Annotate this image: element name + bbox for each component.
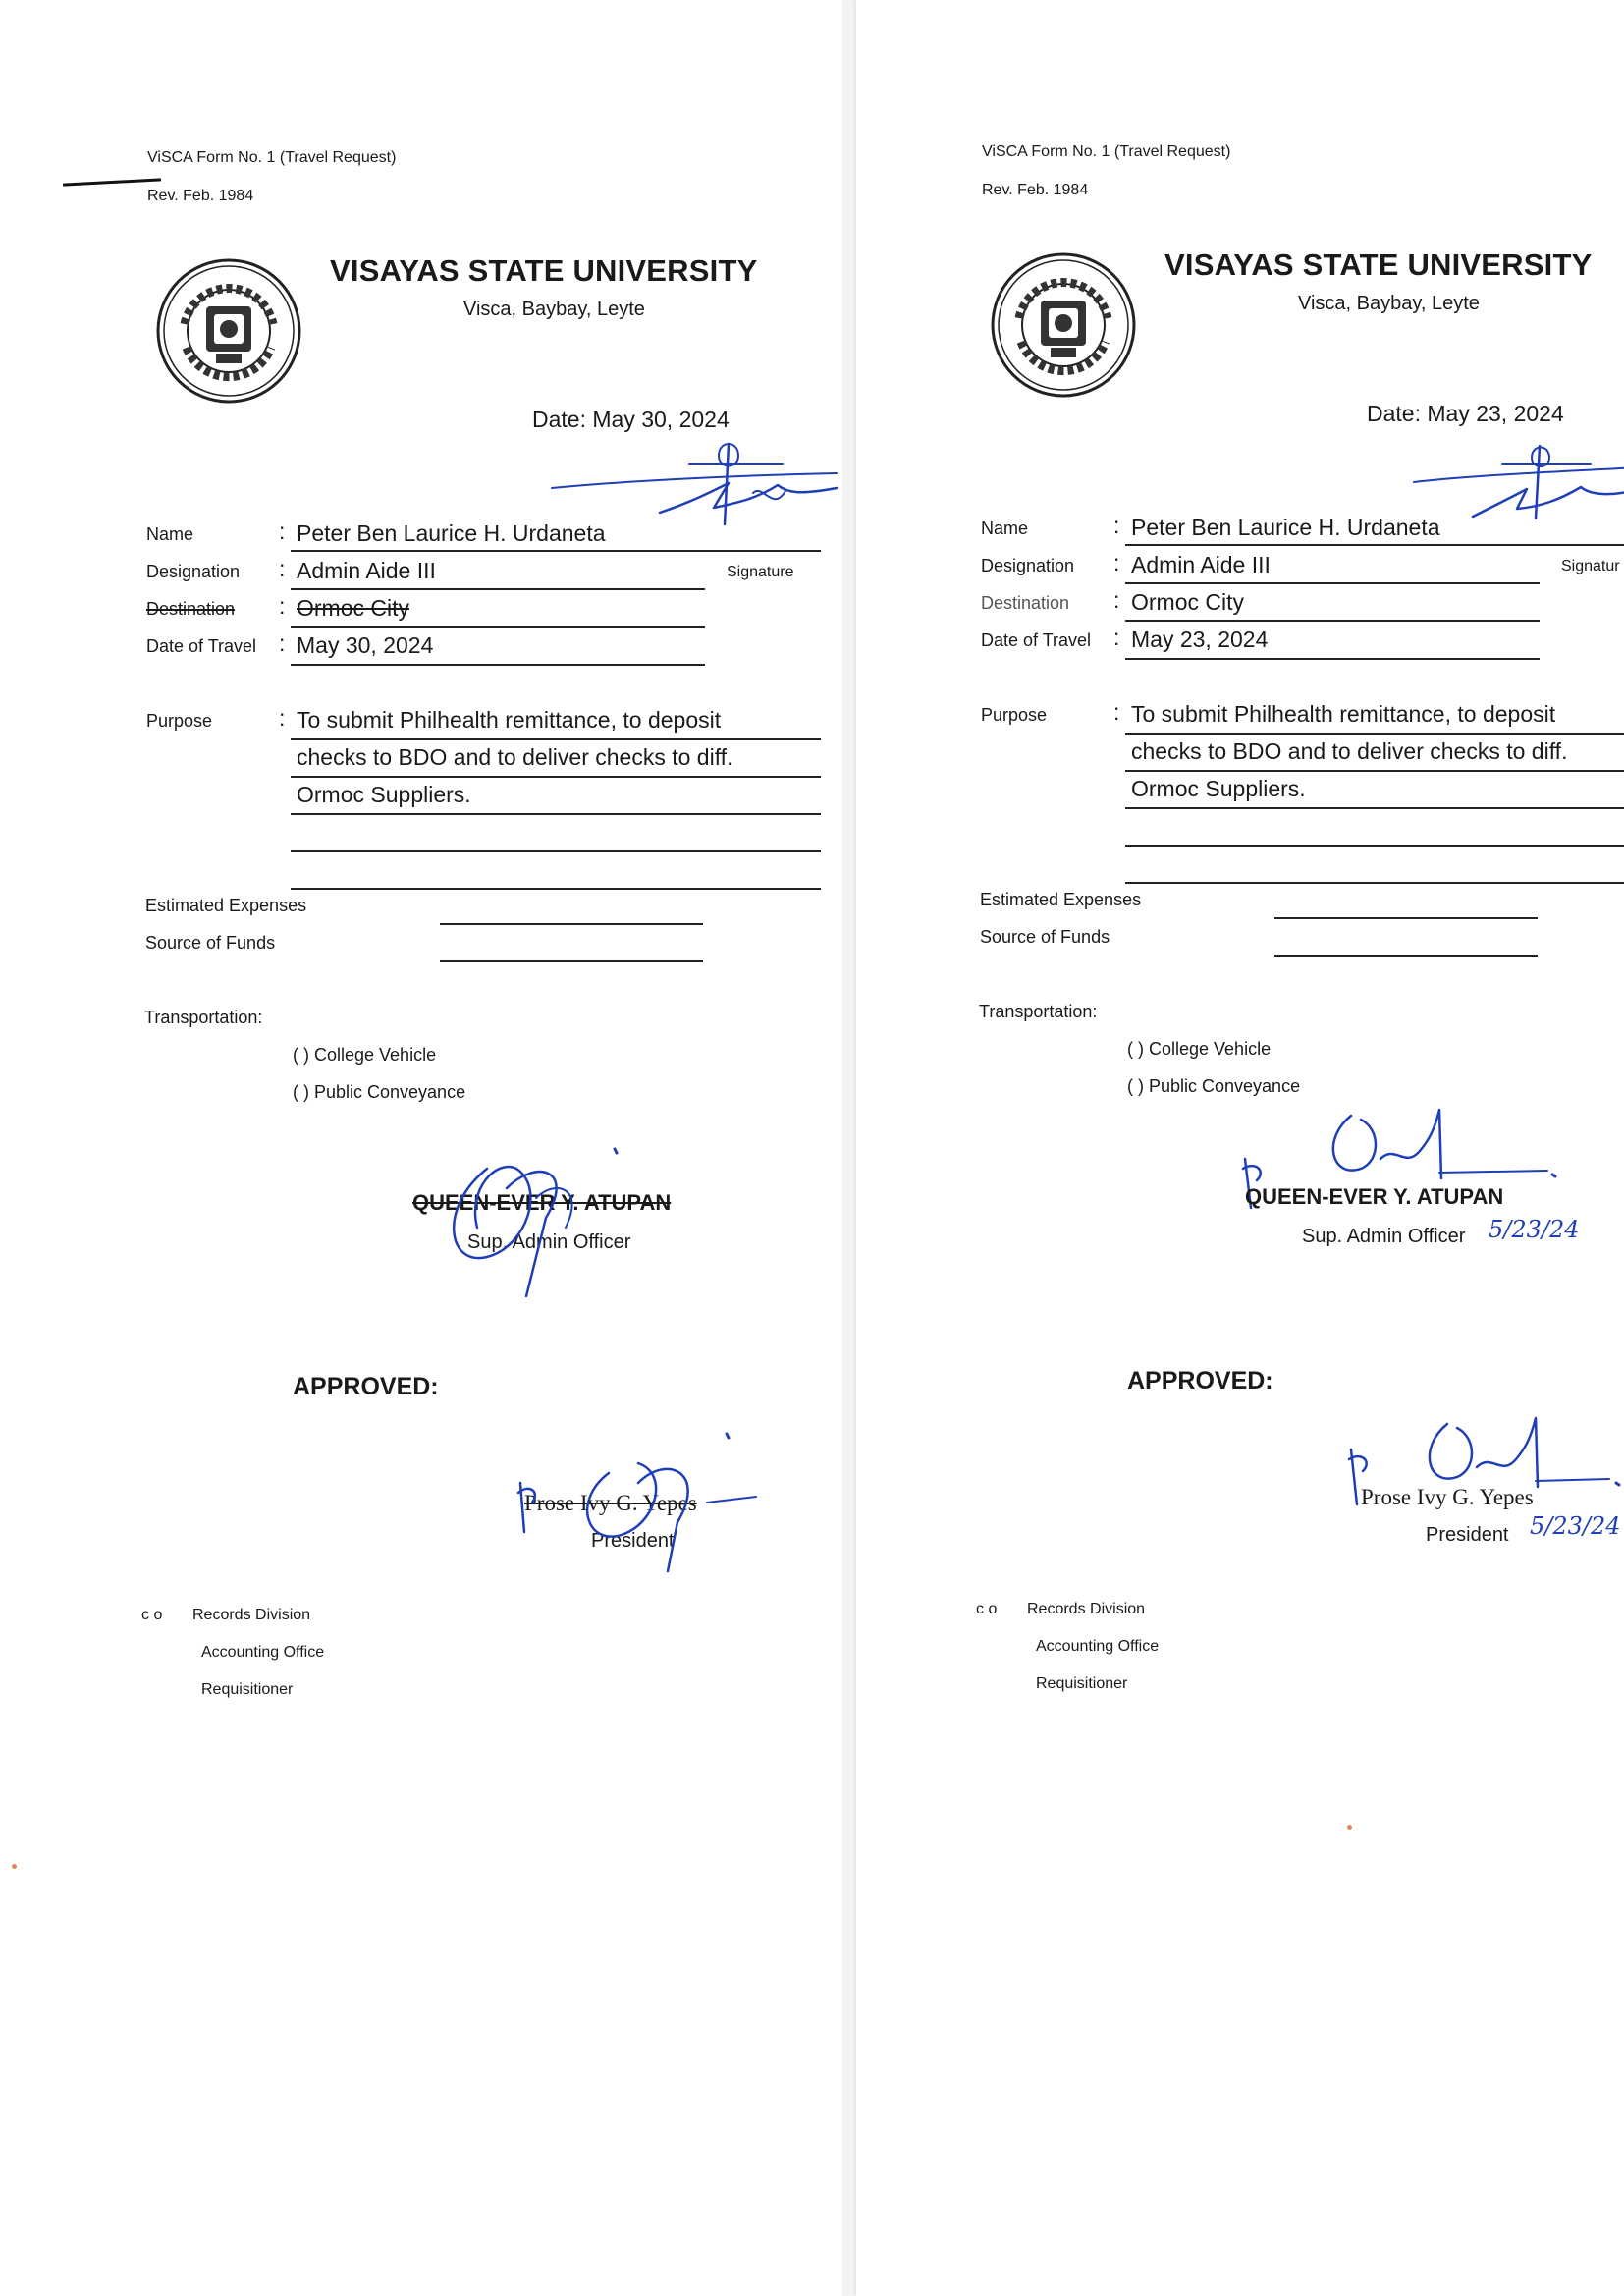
date-of-travel-underline — [291, 664, 705, 666]
cc-requisitioner: Requisitioner — [1036, 1675, 1128, 1692]
purpose-underline-4 — [1125, 845, 1624, 847]
date-of-travel-underline — [1125, 658, 1540, 660]
purpose-line-2: checks to BDO and to deliver checks to diff. — [297, 744, 733, 770]
president-signature — [511, 1424, 756, 1571]
officer-name: QUEEN-EVER Y. ATUPAN — [412, 1190, 672, 1215]
purpose-label: Purpose — [146, 711, 213, 731]
designation-label: Designation — [981, 556, 1075, 575]
officer-signature — [428, 1129, 644, 1306]
university-name: VISAYAS STATE UNIVERSITY — [1164, 247, 1593, 282]
date-of-travel-label: Date of Travel — [981, 630, 1092, 650]
source-of-funds-label: Source of Funds — [980, 927, 1110, 947]
president-sign-date: 5/23/24 — [1530, 1512, 1621, 1540]
university-seal-icon — [155, 257, 302, 405]
approved-heading: APPROVED: — [1127, 1367, 1273, 1394]
form-revision: Rev. Feb. 1984 — [982, 182, 1089, 198]
cc-records-division: Records Division — [1027, 1601, 1146, 1617]
name-underline — [291, 550, 821, 552]
president-name: Prose Ivy G. Yepes — [524, 1491, 697, 1515]
name-label: Name — [146, 524, 194, 544]
form-revision: Rev. Feb. 1984 — [147, 188, 254, 204]
designation-underline — [1125, 582, 1540, 584]
name-value: Peter Ben Laurice H. Urdaneta — [297, 520, 606, 546]
destination-underline — [1125, 620, 1540, 622]
officer-sign-date: 5/23/24 — [1489, 1216, 1580, 1243]
designation-value: Admin Aide III — [1131, 552, 1271, 577]
transport-public-conveyance: ( ) Public Conveyance — [1127, 1076, 1301, 1096]
officer-name: QUEEN-EVER Y. ATUPAN — [1245, 1184, 1504, 1209]
purpose-underline-4 — [291, 850, 821, 852]
source-of-funds-underline — [440, 960, 703, 962]
cc-label: c o — [141, 1607, 163, 1623]
officer-title: Sup. Admin Officer — [1302, 1226, 1466, 1247]
designation-colon: : — [1113, 550, 1120, 575]
purpose-line-1: To submit Philhealth remittance, to deposit — [297, 707, 722, 733]
date-of-travel-colon: : — [1113, 625, 1120, 650]
purpose-underline-1 — [1125, 733, 1624, 735]
name-value: Peter Ben Laurice H. Urdaneta — [1131, 515, 1440, 540]
purpose-line-2: checks to BDO and to deliver checks to diff. — [1131, 738, 1568, 764]
cc-accounting-office: Accounting Office — [201, 1644, 325, 1661]
estimated-expenses-label: Estimated Expenses — [980, 890, 1142, 909]
paper-speck — [1347, 1825, 1352, 1830]
university-seal-icon — [990, 251, 1137, 399]
designation-value: Admin Aide III — [297, 558, 436, 583]
purpose-line-1: To submit Philhealth remittance, to deposit — [1131, 701, 1556, 727]
form-number: ViSCA Form No. 1 (Travel Request) — [147, 149, 397, 166]
estimated-expenses-underline — [440, 923, 703, 925]
name-label: Name — [981, 519, 1029, 538]
requester-signature — [1414, 438, 1624, 536]
signature-label: Signature — [727, 564, 794, 580]
estimated-expenses-label: Estimated Expenses — [145, 896, 307, 915]
designation-underline — [291, 588, 705, 590]
transportation-label: Transportation: — [979, 1002, 1098, 1021]
cc-label: c o — [976, 1601, 998, 1617]
purpose-colon: : — [279, 705, 286, 731]
purpose-label: Purpose — [981, 705, 1048, 725]
destination-value: Ormoc City — [297, 595, 409, 621]
purpose-line-3: Ormoc Suppliers. — [297, 782, 471, 807]
purpose-underline-2 — [1125, 770, 1624, 772]
purpose-underline-5 — [1125, 882, 1624, 884]
purpose-underline-5 — [291, 888, 821, 890]
source-of-funds-label: Source of Funds — [145, 933, 276, 953]
designation-label: Designation — [146, 562, 241, 581]
date-of-travel-label: Date of Travel — [146, 636, 257, 656]
approved-heading: APPROVED: — [293, 1373, 439, 1400]
transport-public-conveyance: ( ) Public Conveyance — [293, 1082, 466, 1102]
date-of-travel-colon: : — [279, 630, 286, 656]
officer-title: Sup. Admin Officer — [467, 1231, 631, 1253]
university-address: Visca, Baybay, Leyte — [463, 299, 645, 320]
estimated-expenses-underline — [1274, 917, 1538, 919]
destination-label: Destination — [146, 599, 236, 619]
transport-college-vehicle: ( ) College Vehicle — [1127, 1039, 1272, 1059]
purpose-underline-3 — [1125, 807, 1624, 809]
travel-request-form-may-23 — [856, 0, 1624, 2296]
destination-label: Destination — [981, 593, 1070, 613]
pen-mark — [63, 178, 161, 186]
purpose-line-3: Ormoc Suppliers. — [1131, 776, 1306, 801]
cc-requisitioner: Requisitioner — [201, 1681, 294, 1698]
date-of-travel-value: May 30, 2024 — [297, 632, 434, 658]
destination-colon: : — [279, 593, 286, 619]
president-name: Prose Ivy G. Yepes — [1361, 1485, 1534, 1509]
form-number: ViSCA Form No. 1 (Travel Request) — [982, 143, 1231, 160]
date-of-travel-value: May 23, 2024 — [1131, 627, 1269, 652]
purpose-underline-1 — [291, 738, 821, 740]
purpose-underline-3 — [291, 813, 821, 815]
name-underline — [1125, 544, 1624, 546]
president-title: President — [591, 1530, 675, 1552]
university-address: Visca, Baybay, Leyte — [1298, 293, 1480, 314]
purpose-underline-2 — [291, 776, 821, 778]
president-title: President — [1426, 1524, 1509, 1546]
signature-label: Signatur — [1561, 558, 1620, 574]
cc-records-division: Records Division — [192, 1607, 311, 1623]
name-colon: : — [1113, 513, 1120, 538]
purpose-colon: : — [1113, 699, 1120, 725]
transportation-label: Transportation: — [144, 1008, 263, 1027]
request-date: Date: May 23, 2024 — [1367, 401, 1564, 426]
transport-college-vehicle: ( ) College Vehicle — [293, 1045, 437, 1065]
destination-colon: : — [1113, 587, 1120, 613]
destination-value: Ormoc City — [1131, 589, 1244, 615]
university-name: VISAYAS STATE UNIVERSITY — [330, 253, 758, 288]
designation-colon: : — [279, 556, 286, 581]
destination-underline — [291, 626, 705, 628]
request-date: Date: May 30, 2024 — [532, 407, 730, 432]
cc-accounting-office: Accounting Office — [1036, 1638, 1160, 1655]
name-colon: : — [279, 519, 286, 544]
source-of-funds-underline — [1274, 955, 1538, 957]
paper-speck — [12, 1864, 17, 1869]
